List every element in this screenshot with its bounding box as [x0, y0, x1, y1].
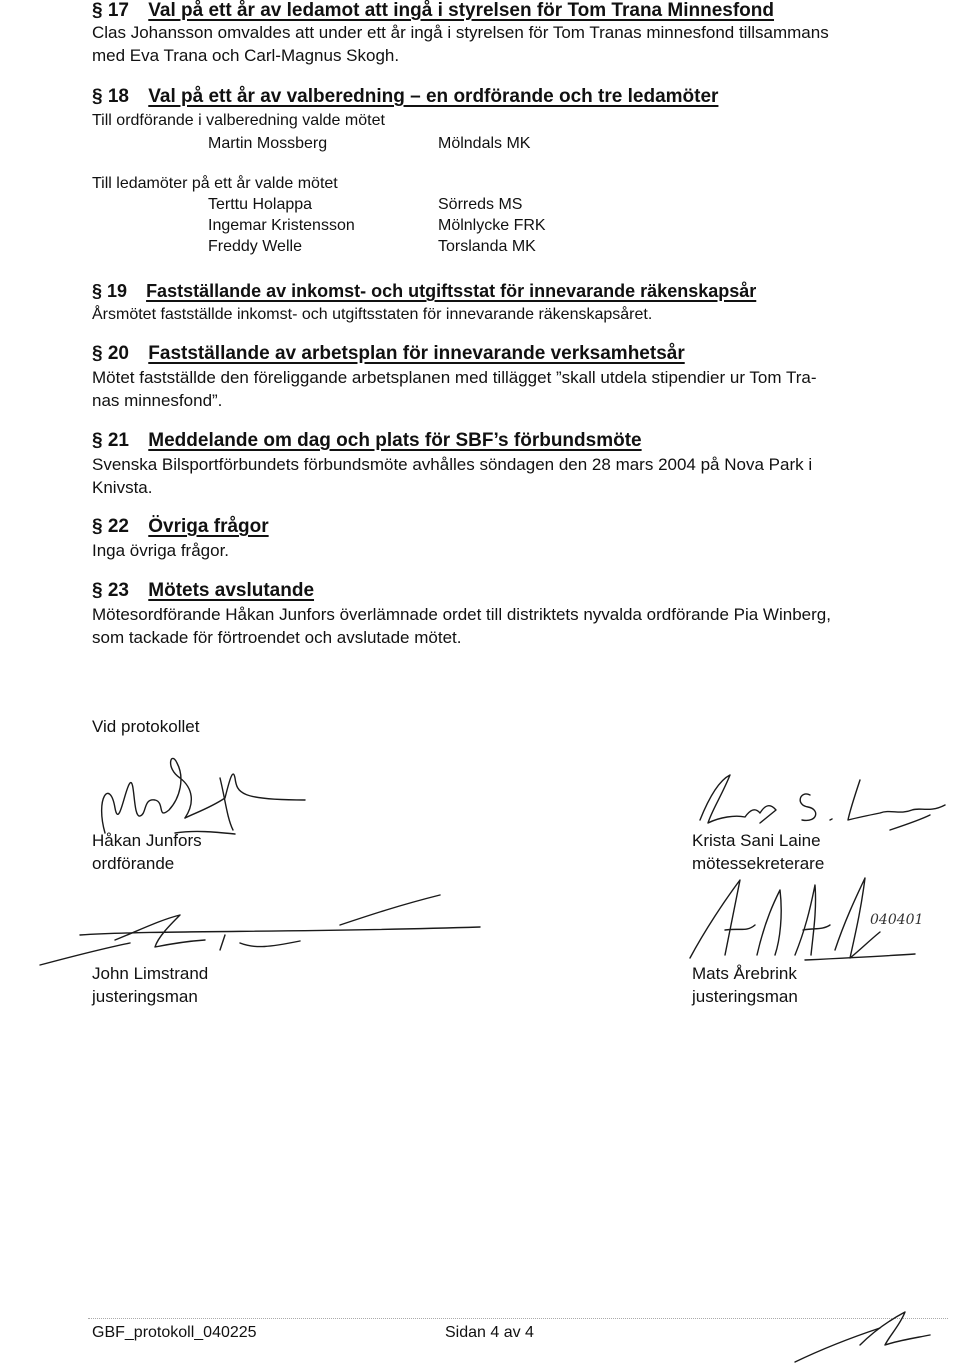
signature-john-limstrand: [40, 885, 500, 965]
signer-name: Mats Årebrink: [692, 964, 797, 983]
section-18-heading: [92, 86, 718, 108]
section-23-line-1: Mötesordförande Håkan Junfors överlämnade ordet till distriktets nyvalda ordförande Pia Winberg,: [92, 605, 831, 624]
member-name: Ingemar Kristensson: [208, 217, 355, 234]
handwritten-date: 040401: [870, 912, 924, 928]
member-club: Sörreds MS: [438, 196, 523, 213]
signer-role: mötessekreterare: [692, 854, 825, 873]
footer-initials: [790, 1300, 940, 1365]
section-title: Val på ett år av valberedning – en ordförande och tre ledamöter: [148, 86, 719, 107]
section-23-heading: [92, 580, 314, 602]
section-number: § 22: [92, 516, 129, 537]
section-title: Fastställande av inkomst- och utgiftsstat för innevarande räkenskapsår: [146, 281, 757, 301]
section-22-heading: [92, 516, 269, 538]
section-title: Mötets avslutande: [148, 580, 315, 601]
chair-intro: Till ordförande i valberedning valde mötet: [92, 112, 385, 129]
section-number: § 19: [92, 281, 128, 301]
section-20-line-2: nas minnesfond”.: [92, 391, 223, 410]
section-number: § 17: [92, 0, 129, 21]
section-22-line-1: Inga övriga frågor.: [92, 541, 230, 560]
section-19-heading: [92, 280, 756, 302]
section-title: Övriga frågor: [148, 516, 269, 537]
chair-club: Mölndals MK: [438, 135, 531, 152]
footer-page-number: Sidan 4 av 4: [445, 1324, 534, 1341]
section-19-line-1: Årsmötet fastställde inkomst- och utgiftsstaten för innevarande räkenskapsåret.: [92, 306, 653, 323]
section-21-heading: [92, 430, 642, 452]
section-number: § 23: [92, 580, 129, 601]
section-20-heading: [92, 343, 685, 365]
signer-name: John Limstrand: [92, 964, 209, 983]
member-name: Terttu Holappa: [208, 196, 313, 213]
signer-role: justeringsman: [692, 987, 798, 1006]
signer-name: Krista Sani Laine: [692, 831, 821, 850]
section-title: Fastställande av arbetsplan för innevarande verksamhetsår: [148, 343, 685, 364]
member-club: Mölnlycke FRK: [438, 217, 546, 234]
section-17-heading: [92, 0, 774, 22]
member-name: Freddy Welle: [208, 238, 302, 255]
footer-filename: GBF_protokoll_040225: [92, 1324, 257, 1341]
signer-name: Håkan Junfors: [92, 831, 202, 850]
signature-intro: Vid protokollet: [92, 717, 200, 736]
chair-name: Martin Mossberg: [208, 135, 328, 152]
section-number: § 21: [92, 430, 129, 451]
section-17-line-2: med Eva Trana och Carl-Magnus Skogh.: [92, 46, 400, 65]
signer-role: justeringsman: [92, 987, 198, 1006]
section-17-line-1: Clas Johansson omvaldes att under ett år ingå i styrelsen för Tom Tranas minnesfond tillsammans: [92, 23, 829, 42]
section-21-line-2: Knivsta.: [92, 478, 153, 497]
section-title: Val på ett år av ledamot att ingå i styrelsen för Tom Trana Minnesfond: [148, 0, 775, 21]
section-title: Meddelande om dag och plats för SBF’s förbundsmöte: [148, 430, 642, 451]
signer-role: ordförande: [92, 854, 175, 873]
section-23-line-2: som tackade för förtroendet och avslutade mötet.: [92, 628, 462, 647]
section-21-line-1: Svenska Bilsportförbundets förbundsmöte avhålles söndagen den 28 mars 2004 på Nova Park i: [92, 455, 813, 474]
section-number: § 18: [92, 86, 129, 107]
section-number: § 20: [92, 343, 129, 364]
member-club: Torslanda MK: [438, 238, 536, 255]
members-intro: Till ledamöter på ett år valde mötet: [92, 175, 338, 192]
section-20-line-1: Mötet fastställde den föreliggande arbetsplanen med tillägget ”skall utdela stipendier ur Tom Tra-: [92, 368, 817, 387]
